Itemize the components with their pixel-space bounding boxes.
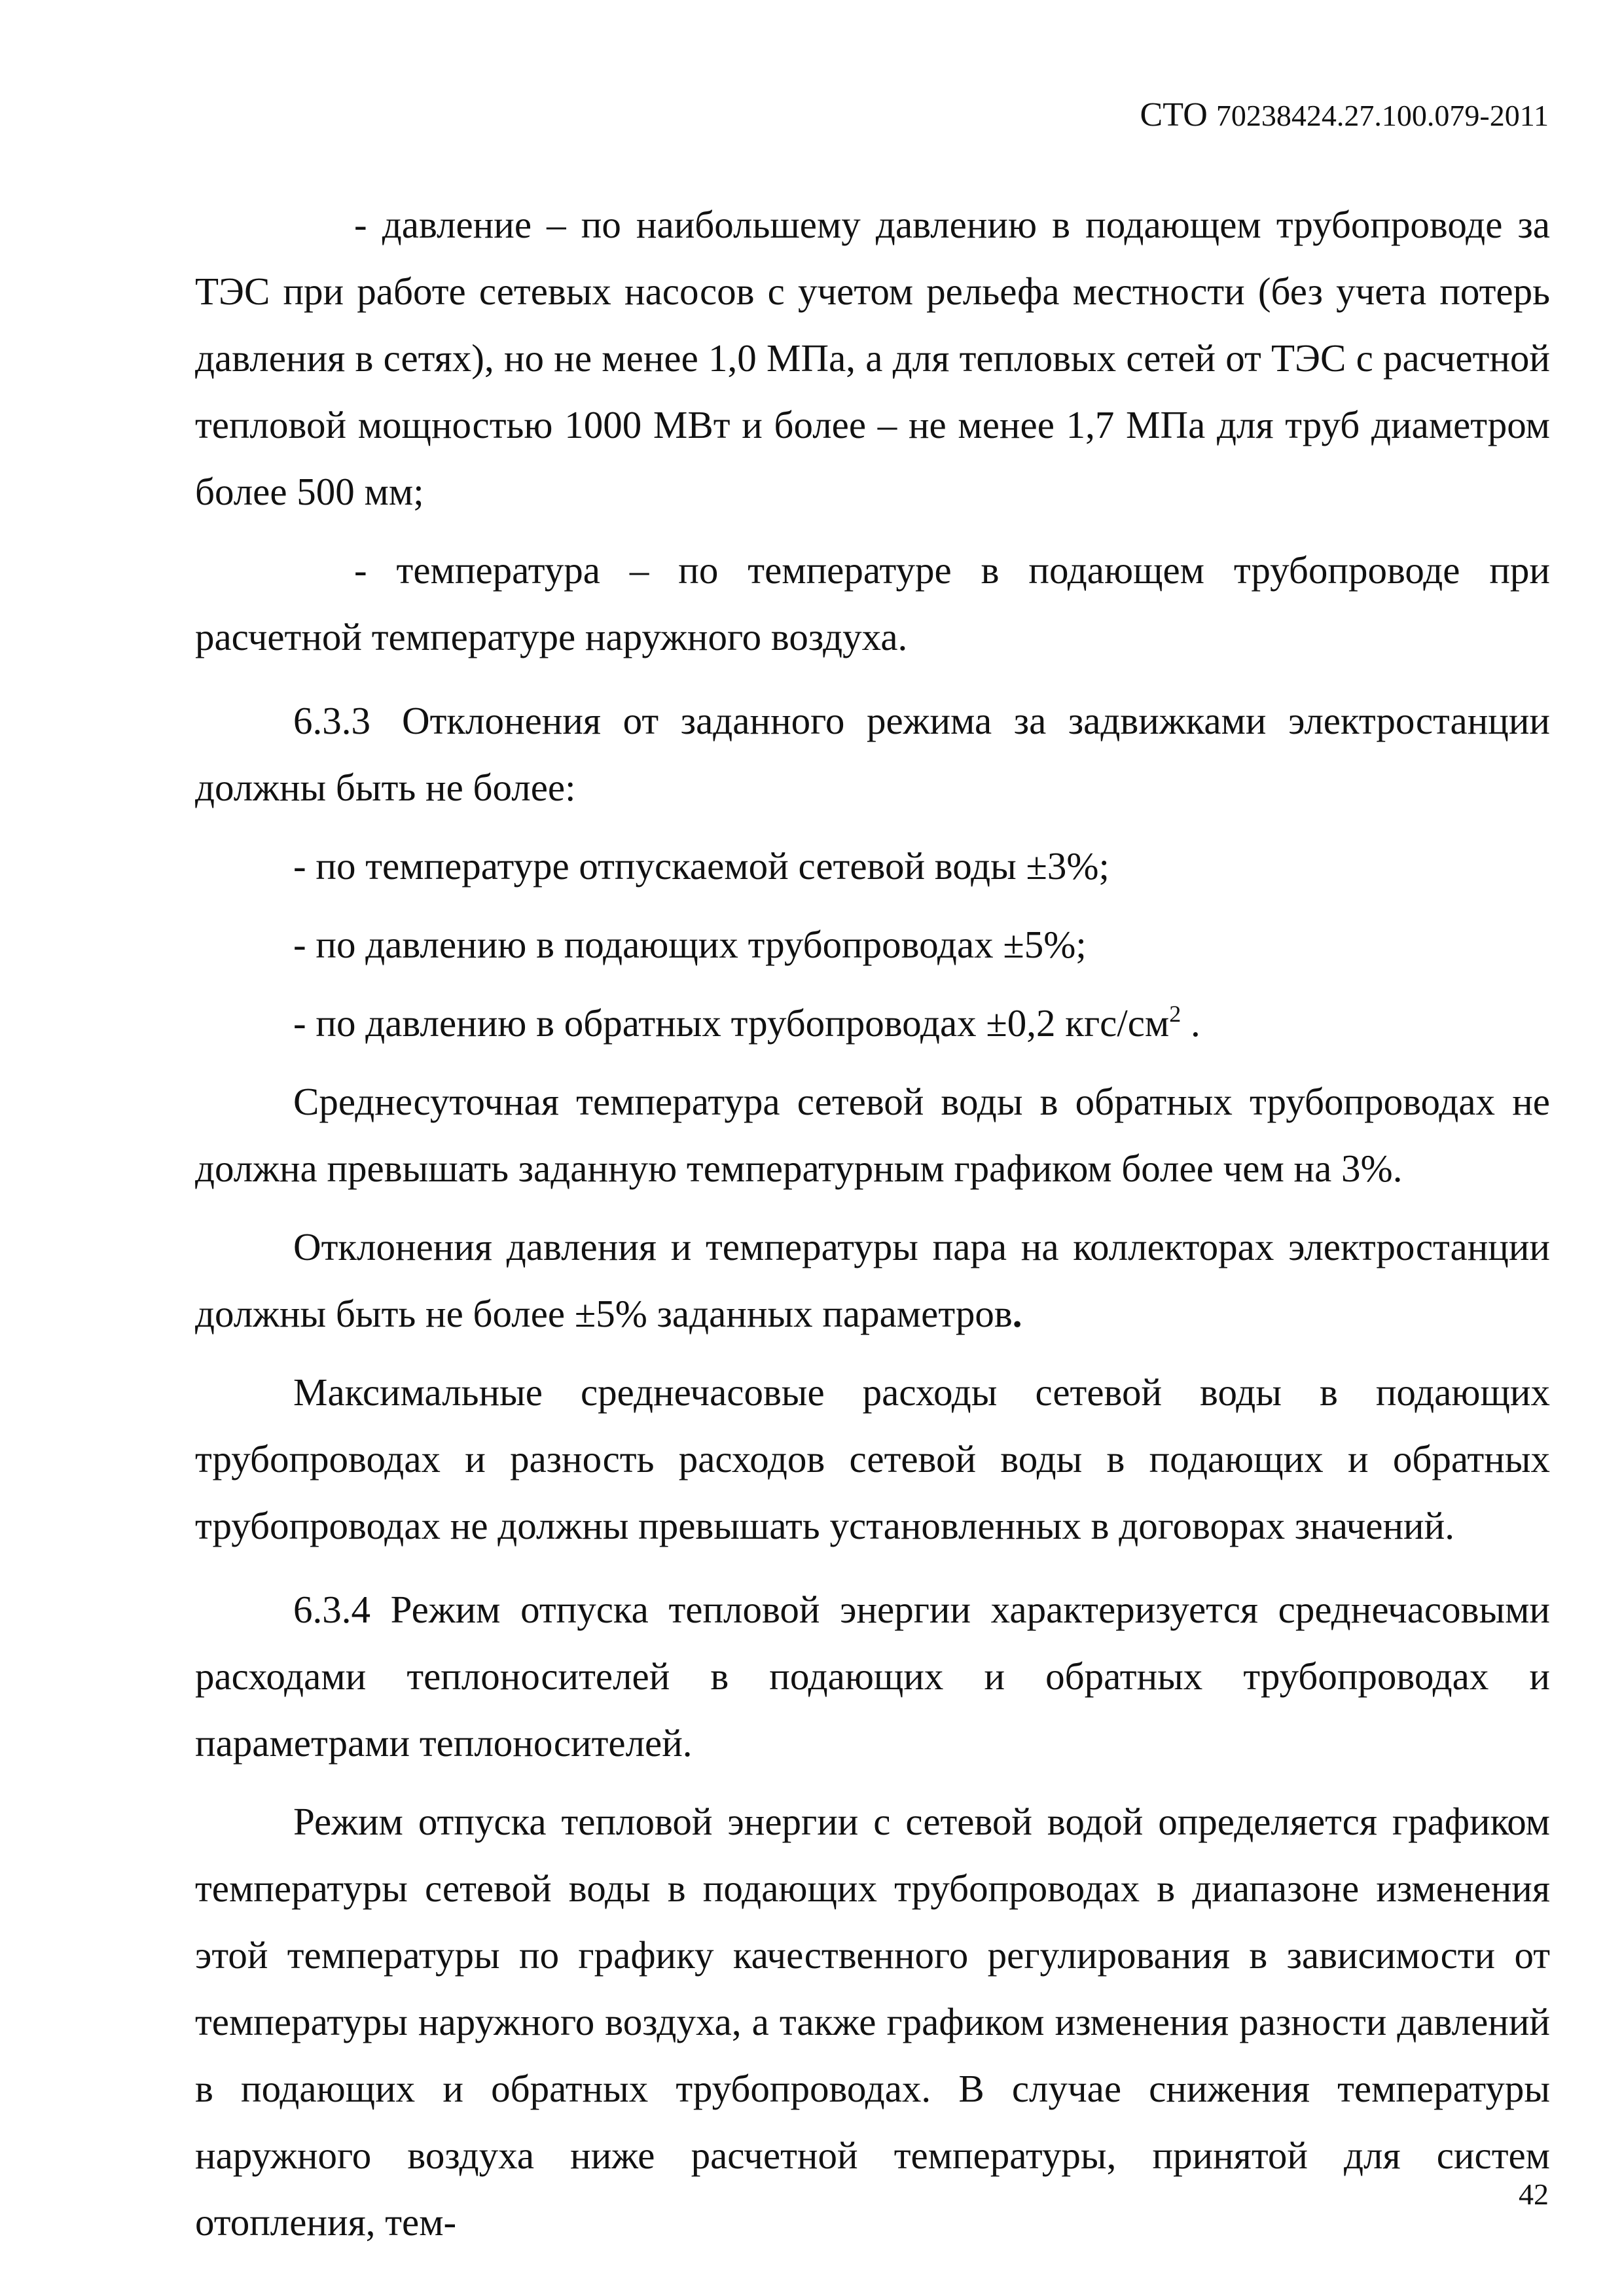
section-6-3-4: 6.3.4 Режим отпуска тепловой энергии характеризуется среднечасовыми расходами теплоносителей в подающих и обратных трубопроводах и параметрами теплоносителей. — [195, 1588, 1550, 1765]
document-header — [1140, 98, 1549, 132]
section-number: 6.3.3 — [293, 699, 370, 742]
list-item: - по давлению в подающих трубопроводах ±5%; — [293, 923, 1087, 966]
section-6-3-3 — [195, 687, 1550, 821]
superscript: 2 — [1169, 1001, 1182, 1027]
page-number: 42 — [1519, 2178, 1549, 2211]
paragraph-steam-deviation: Отклонения давления и температуры пара на коллекторах электростанции должны быть не более ±5% заданных параметров. — [195, 1225, 1550, 1335]
document-body — [195, 191, 1550, 2255]
paragraph-heat-supply-mode: Режим отпуска тепловой энергии с сетевой водой определяется графиком температуры сетевой воды в подающих трубопроводах в диапазоне изменения этой температуры по графику качественного регулирования в зависимости от температуры наружного воздуха, а также графиком изменения разности давлений в подающих и обратных трубопроводах. В случае снижения температуры наружного воздуха ниже расчетной температуры, принятой для систем отопления, тем- — [195, 1800, 1550, 2244]
standard-code: 70238424.27.100.079-2011 — [1216, 99, 1549, 132]
list-item: - по температуре отпускаемой сетевой воды ±3%; — [293, 844, 1110, 888]
paragraph-max-flow: Максимальные среднечасовые расходы сетевой воды в подающих трубопроводах и разность расходов сетевой воды в подающих и обратных трубопроводах не должны превышать установленных в договорах значений. — [195, 1371, 1550, 1547]
list-item: - по давлению в обратных трубопроводах ±0,2 кгс/$см^2$ . — [293, 1001, 1200, 1045]
paragraph-pressure: - давление – по наибольшему давлению в подающем трубопроводе за ТЭС при работе сетевых насосов с учетом рельефа местности (без учета потерь давления в сетях), но не менее 1,0 МПа, а для тепловых сетей от ТЭС с расчетной тепловой мощностью 1000 МВт и более – не менее 1,7 МПа для труб диаметром более 500 мм; — [195, 203, 1550, 513]
standard-prefix: СТО — [1140, 96, 1208, 134]
paragraph-temperature: - температура – по температуре в подающем трубопроводе при расчетной температуре наружного воздуха. — [195, 548, 1550, 658]
paragraph-daily-temperature: Среднесуточная температура сетевой воды в обратных трубопроводах не должна превышать заданную температурным графиком более чем на 3%. — [195, 1080, 1550, 1190]
section-text: Отклонения от заданного режима за задвижками электростанции должны быть не более: — [195, 699, 1550, 809]
